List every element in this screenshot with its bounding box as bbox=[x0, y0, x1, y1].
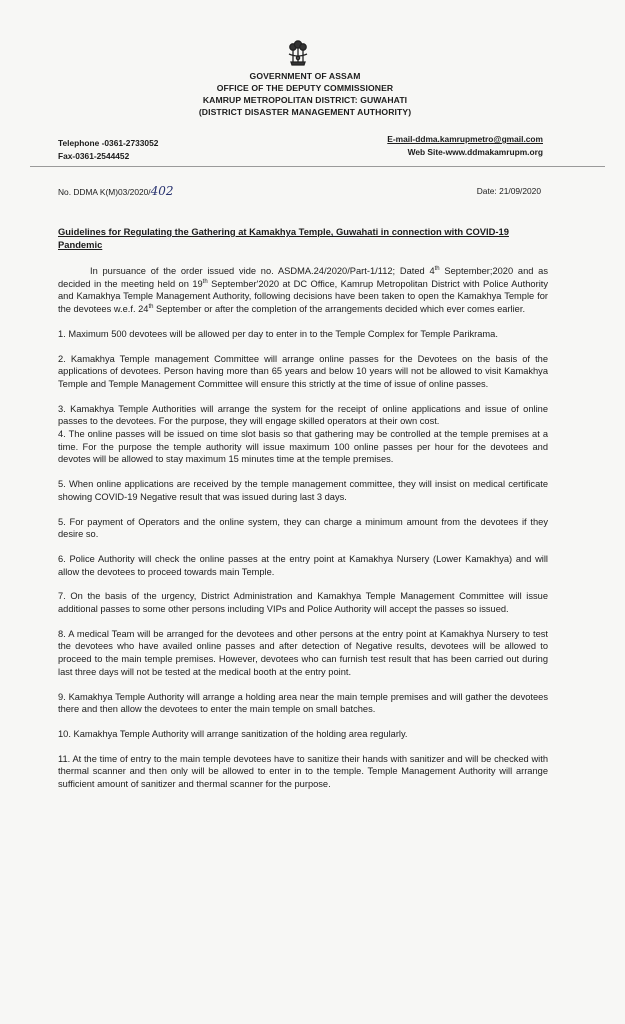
intro-text-4: September or after the completion of the arrangements decided which ever comes earlier. bbox=[153, 304, 526, 315]
telephone-number: Telephone -0361-2733052 bbox=[58, 138, 159, 148]
reference-date: Date: 21/09/2020 bbox=[476, 186, 541, 196]
reference-number bbox=[58, 184, 174, 198]
guideline-point: 8. A medical Team will be arranged for the devotees and other persons at the entry point at Kamakhya Nursery to test the devotees who have availed online passes and after detection of Negative results, devotees will be allowed to proceed to the main temple premises. However, devotees who can furnish test result that has been carried out during last three days will not be tested at the medical booth at the entry point. bbox=[58, 628, 548, 677]
intro-text-1: In pursuance of the order issued vide no. ASDMA.24/2020/Part-1/112; Dated 4 bbox=[90, 266, 435, 276]
intro-text-2: September;2020 and as decided in the meeting held on 19 bbox=[58, 266, 548, 289]
intro-sup-3: th bbox=[148, 304, 154, 311]
header-divider bbox=[30, 166, 605, 167]
reference-number-prefix: No. DDMA K(M)03/2020/ bbox=[58, 187, 151, 197]
letterhead bbox=[150, 70, 460, 118]
subject-line: Guidelines for Regulating the Gathering at Kamakhya Temple, Guwahati in connection with COVID-19 Pandemic bbox=[58, 226, 509, 250]
guideline-point: 10. Kamakhya Temple Authority will arrange sanitization of the holding area regularly. bbox=[58, 728, 408, 739]
intro-text-3: September'2020 at DC Office, Kamrup Metropolitan District with Police Authority and Kamakhya Temple Management Authority, following decisions have been taken to open the Kamakhya Temple for the devotees w.e.f. 24 bbox=[58, 278, 548, 315]
guideline-point: 5. When online applications are received by the temple management committee, they will insist on medical certificate showing COVID-19 Negative result that was issued during last 3 days. bbox=[58, 479, 548, 502]
handwritten-number: 402 bbox=[150, 184, 174, 198]
guideline-point: 4. The online passes will be issued on time slot basis so that gathering may be controlled at the temple premises at a time. For the purpose the temple authority will issue maximum 100 online passes per hour for the devotees and devotes will be allowed to stay maximum 15 minutes time at the temple premises. bbox=[58, 429, 548, 465]
website-address: Web Site-www.ddmakamrupm.org bbox=[407, 147, 543, 157]
guideline-point: 9. Kamakhya Temple Authority will arrange a holding area near the main temple premises and will gather the devotees there and then allow the devotees to enter the main temple on small batches. bbox=[58, 691, 548, 715]
document-body bbox=[58, 265, 548, 803]
intro-sup-2: th bbox=[202, 278, 208, 285]
guideline-point: 7. On the basis of the urgency, District Administration and Kamakhya Temple Management Committee will issue additional passes to some other persons including VIPs and Police Authority will accept the passes so issued. bbox=[58, 591, 548, 615]
web-contacts bbox=[387, 133, 543, 159]
government-title: GOVERNMENT OF ASSAM bbox=[249, 71, 361, 81]
fax-number: Fax-0361-2544452 bbox=[58, 151, 130, 161]
emblem-icon bbox=[280, 34, 316, 70]
guideline-point: 3. Kamakhya Temple Authorities will arrange the system for the receipt of online applications and issue of online passes to the devotees. For the purpose, they will engage skilled operators at their own cost. bbox=[58, 403, 548, 427]
guideline-point: 2. Kamakhya Temple management Committee will arrange online passes for the Devotees on the basis of the applications of devotees. Person having more than 65 years and below 10 years will not be allowed to visit Kamakhya Temple and Temple Management Committee will ensure this strictly at the time of issue of online passes. bbox=[58, 353, 548, 389]
office-title: OFFICE OF THE DEPUTY COMMISSIONER bbox=[216, 83, 394, 93]
email-address: E-mail-ddma.kamrupmetro@gmail.com bbox=[387, 134, 543, 144]
guideline-point: 6. Police Authority will check the online passes at the entry point at Kamakhya Nursery (Lower Kamakhya) and will allow the devotees to proceed towards main Temple. bbox=[58, 553, 548, 577]
guideline-point: 5. For payment of Operators and the online system, they can charge a minimum amount from the devotees if they desire so. bbox=[58, 516, 548, 540]
intro-paragraph bbox=[58, 265, 548, 316]
intro-sup-1: th bbox=[434, 265, 440, 272]
guideline-point: 1. Maximum 500 devotees will be allowed per day to enter in to the Temple Complex for Temple Parikrama. bbox=[58, 328, 498, 339]
phone-contacts bbox=[58, 137, 158, 163]
guideline-point: 11. At the time of entry to the main temple devotees have to sanitize their hands with sanitizer and will be checked with thermal scanner and then only will be allowed to enter in to the temple. Temple Management Authority will arrange sufficient amount of sanitizer and thermal scanner for the purpose. bbox=[58, 753, 548, 790]
authority-title: (DISTRICT DISASTER MANAGEMENT AUTHORITY) bbox=[198, 107, 412, 117]
district-title: KAMRUP METROPOLITAN DISTRICT: GUWAHATI bbox=[202, 95, 408, 105]
